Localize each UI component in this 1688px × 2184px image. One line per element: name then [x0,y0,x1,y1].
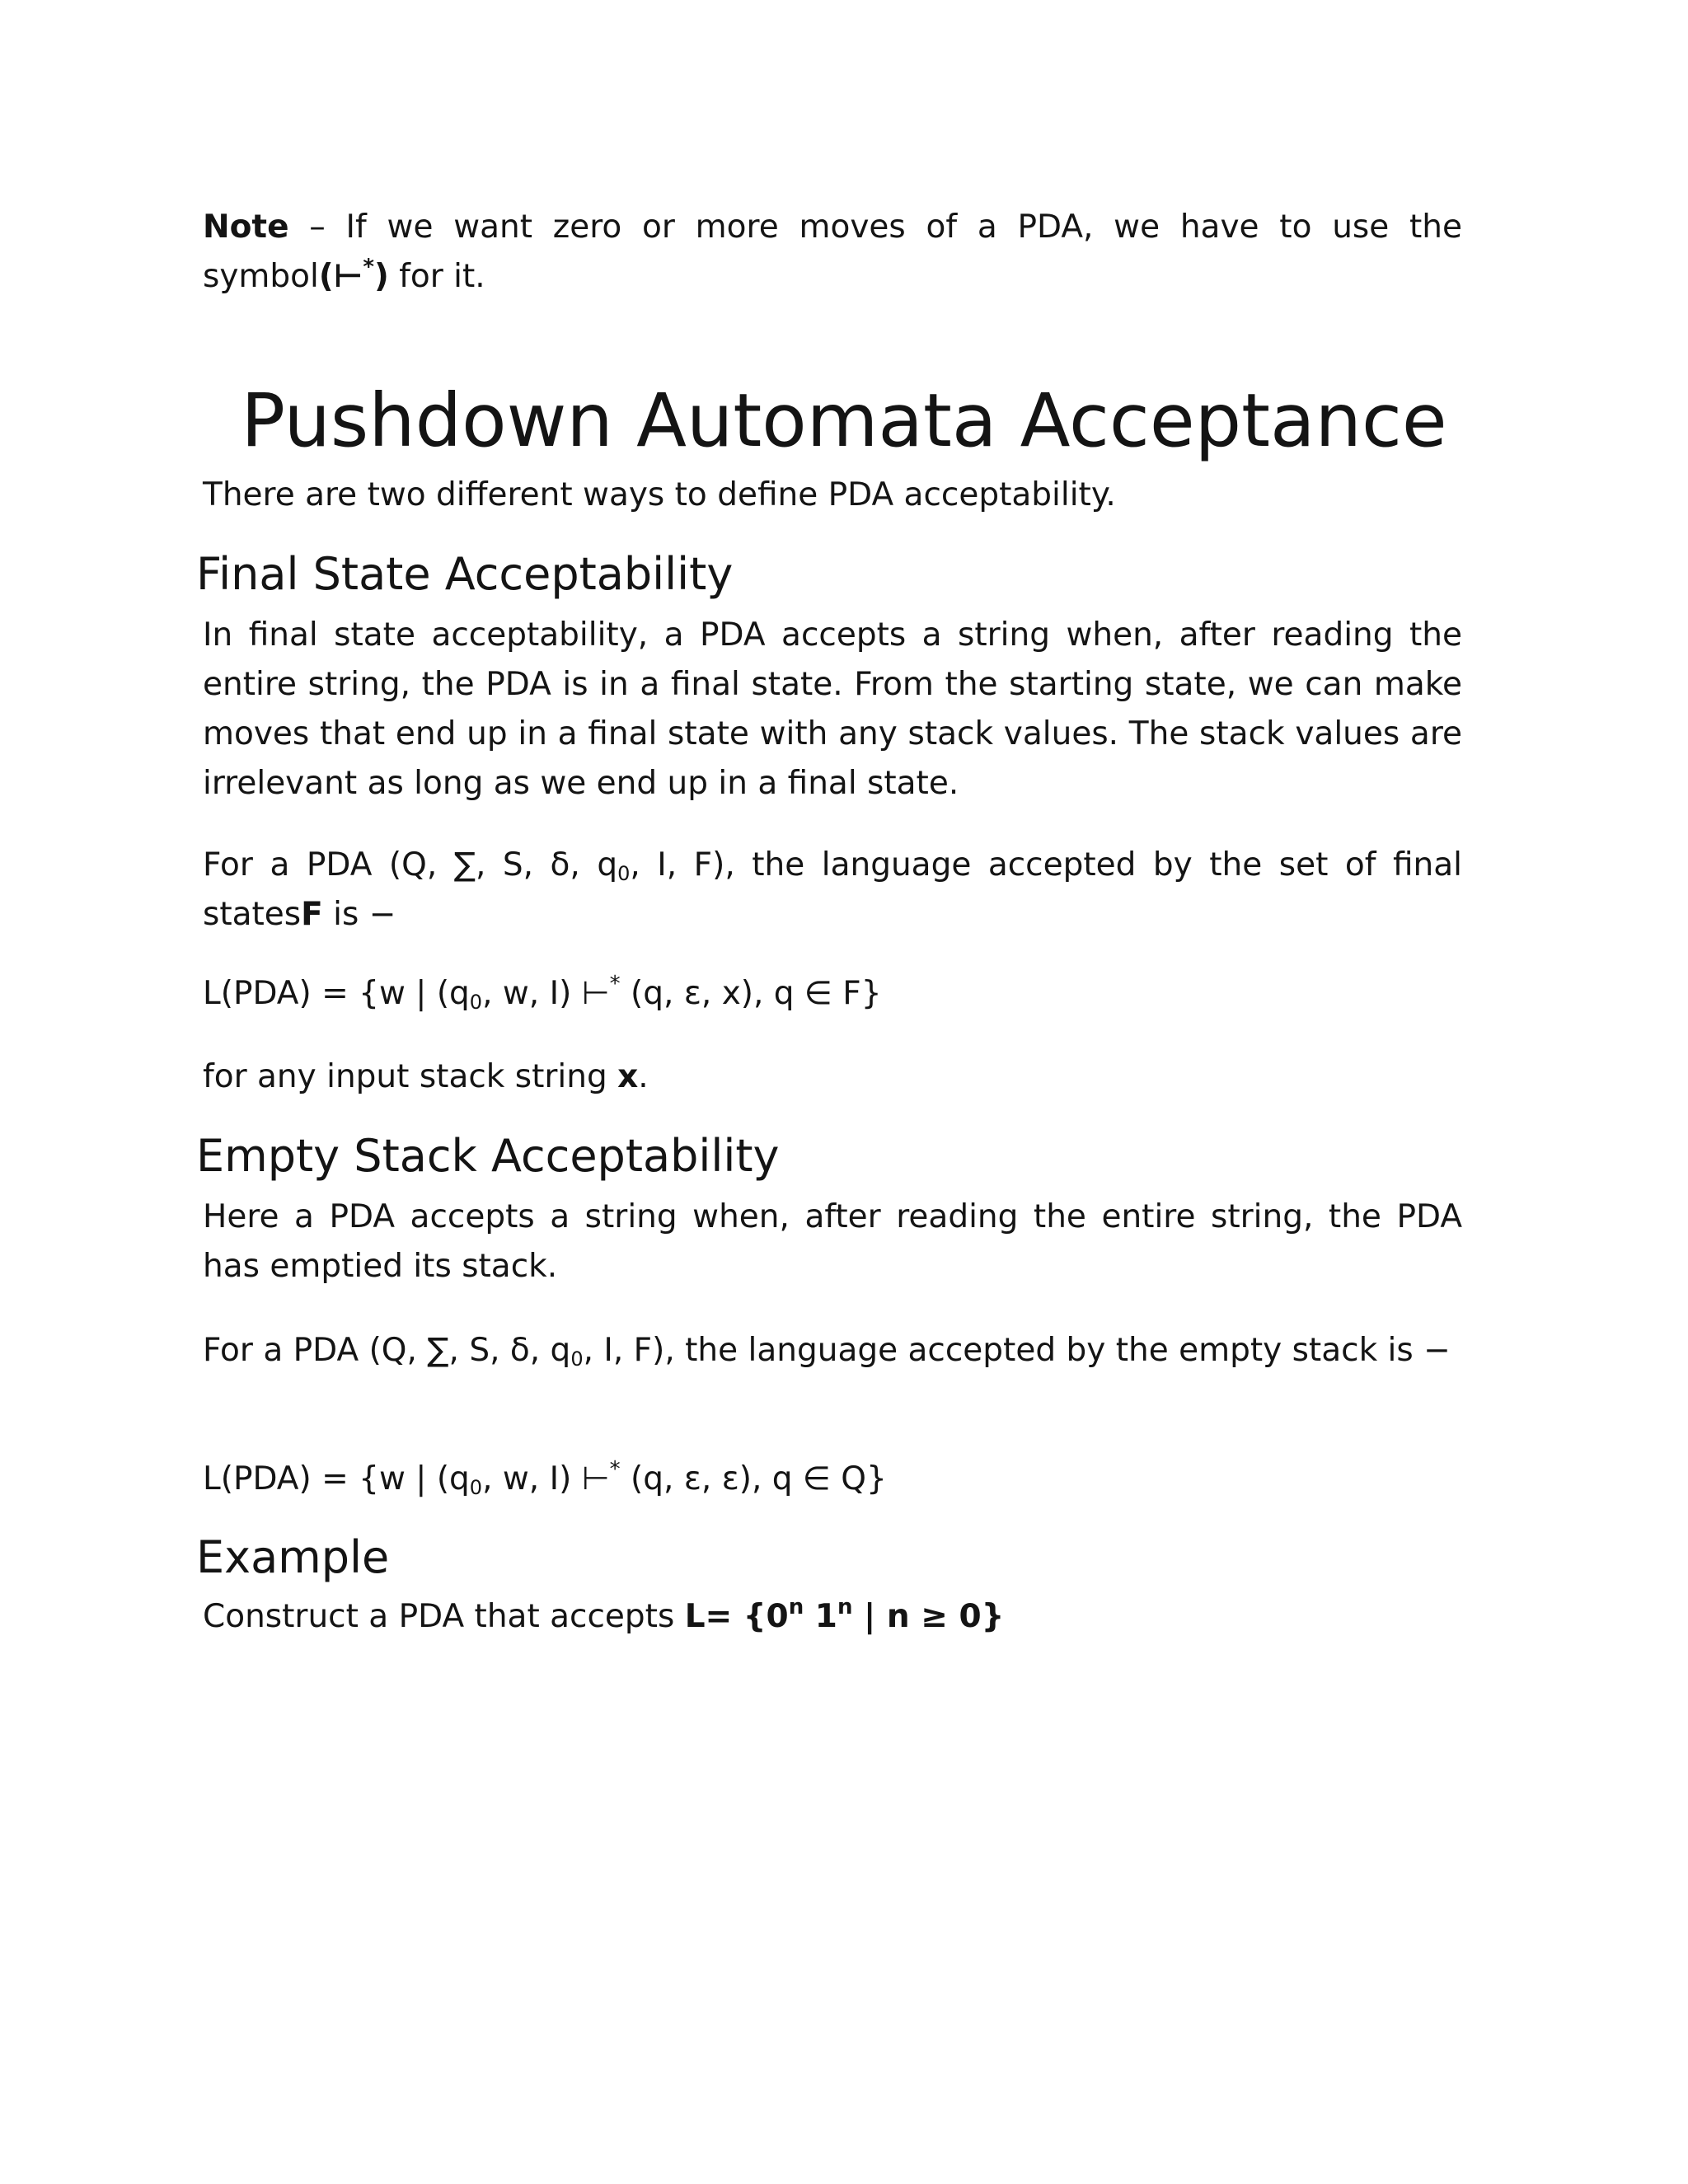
final-state-definition: For a PDA (Q, ∑, S, δ, $q_0$, I, F), the language accepted by the set of final statesF is − [203,846,1462,933]
final-state-heading: Final State Acceptability [196,548,734,600]
final-state-formula: L(PDA) = {w | ($q_0$, w, I) ⊢* (q, ε, x), q ∈ F} [203,972,882,1014]
empty-stack-definition: For a PDA (Q, ∑, S, δ, $q_0$, I, F), the language accepted by the empty stack is − [203,1332,1451,1371]
note-paragraph [203,203,1462,302]
note-label: Note [203,209,289,246]
empty-stack-heading: Empty Stack Acceptability [196,1130,780,1182]
example-heading: Example [196,1531,390,1583]
turnstile-symbol: (⊢*) [318,255,389,295]
final-state-note: for any input stack string x. [203,1058,649,1095]
note-text: – If we want zero or more moves of a PDA, we have to use the symbol [203,209,1462,295]
empty-stack-formula: L(PDA) = {w | ($q_0$, w, I) ⊢* (q, ε, ε), q ∈ Q} [203,1457,887,1499]
language-definition: $L= \{0^n$ 1$^n$ | n ≥ 0} [684,1595,1005,1635]
example-text: Construct a PDA that accepts $L= \{0^n$ 1$^n$ | n ≥ 0} [203,1595,1005,1635]
intro-text: There are two different ways to define PDA acceptability. [203,476,1116,513]
page-title: Pushdown Automata Acceptance [241,377,1447,463]
final-state-description: In final state acceptability, a PDA accepts a string when, after reading the entire string, the PDA is in a final state. From the starting state, we can make moves that end up in a final state with any stack values. The stack values are irrelevant as long as we end up in a final state. [203,616,1462,802]
empty-stack-description: Here a PDA accepts a string when, after reading the entire string, the PDA has emptied its stack. [203,1198,1462,1285]
note-text-end: for it. [388,258,485,295]
